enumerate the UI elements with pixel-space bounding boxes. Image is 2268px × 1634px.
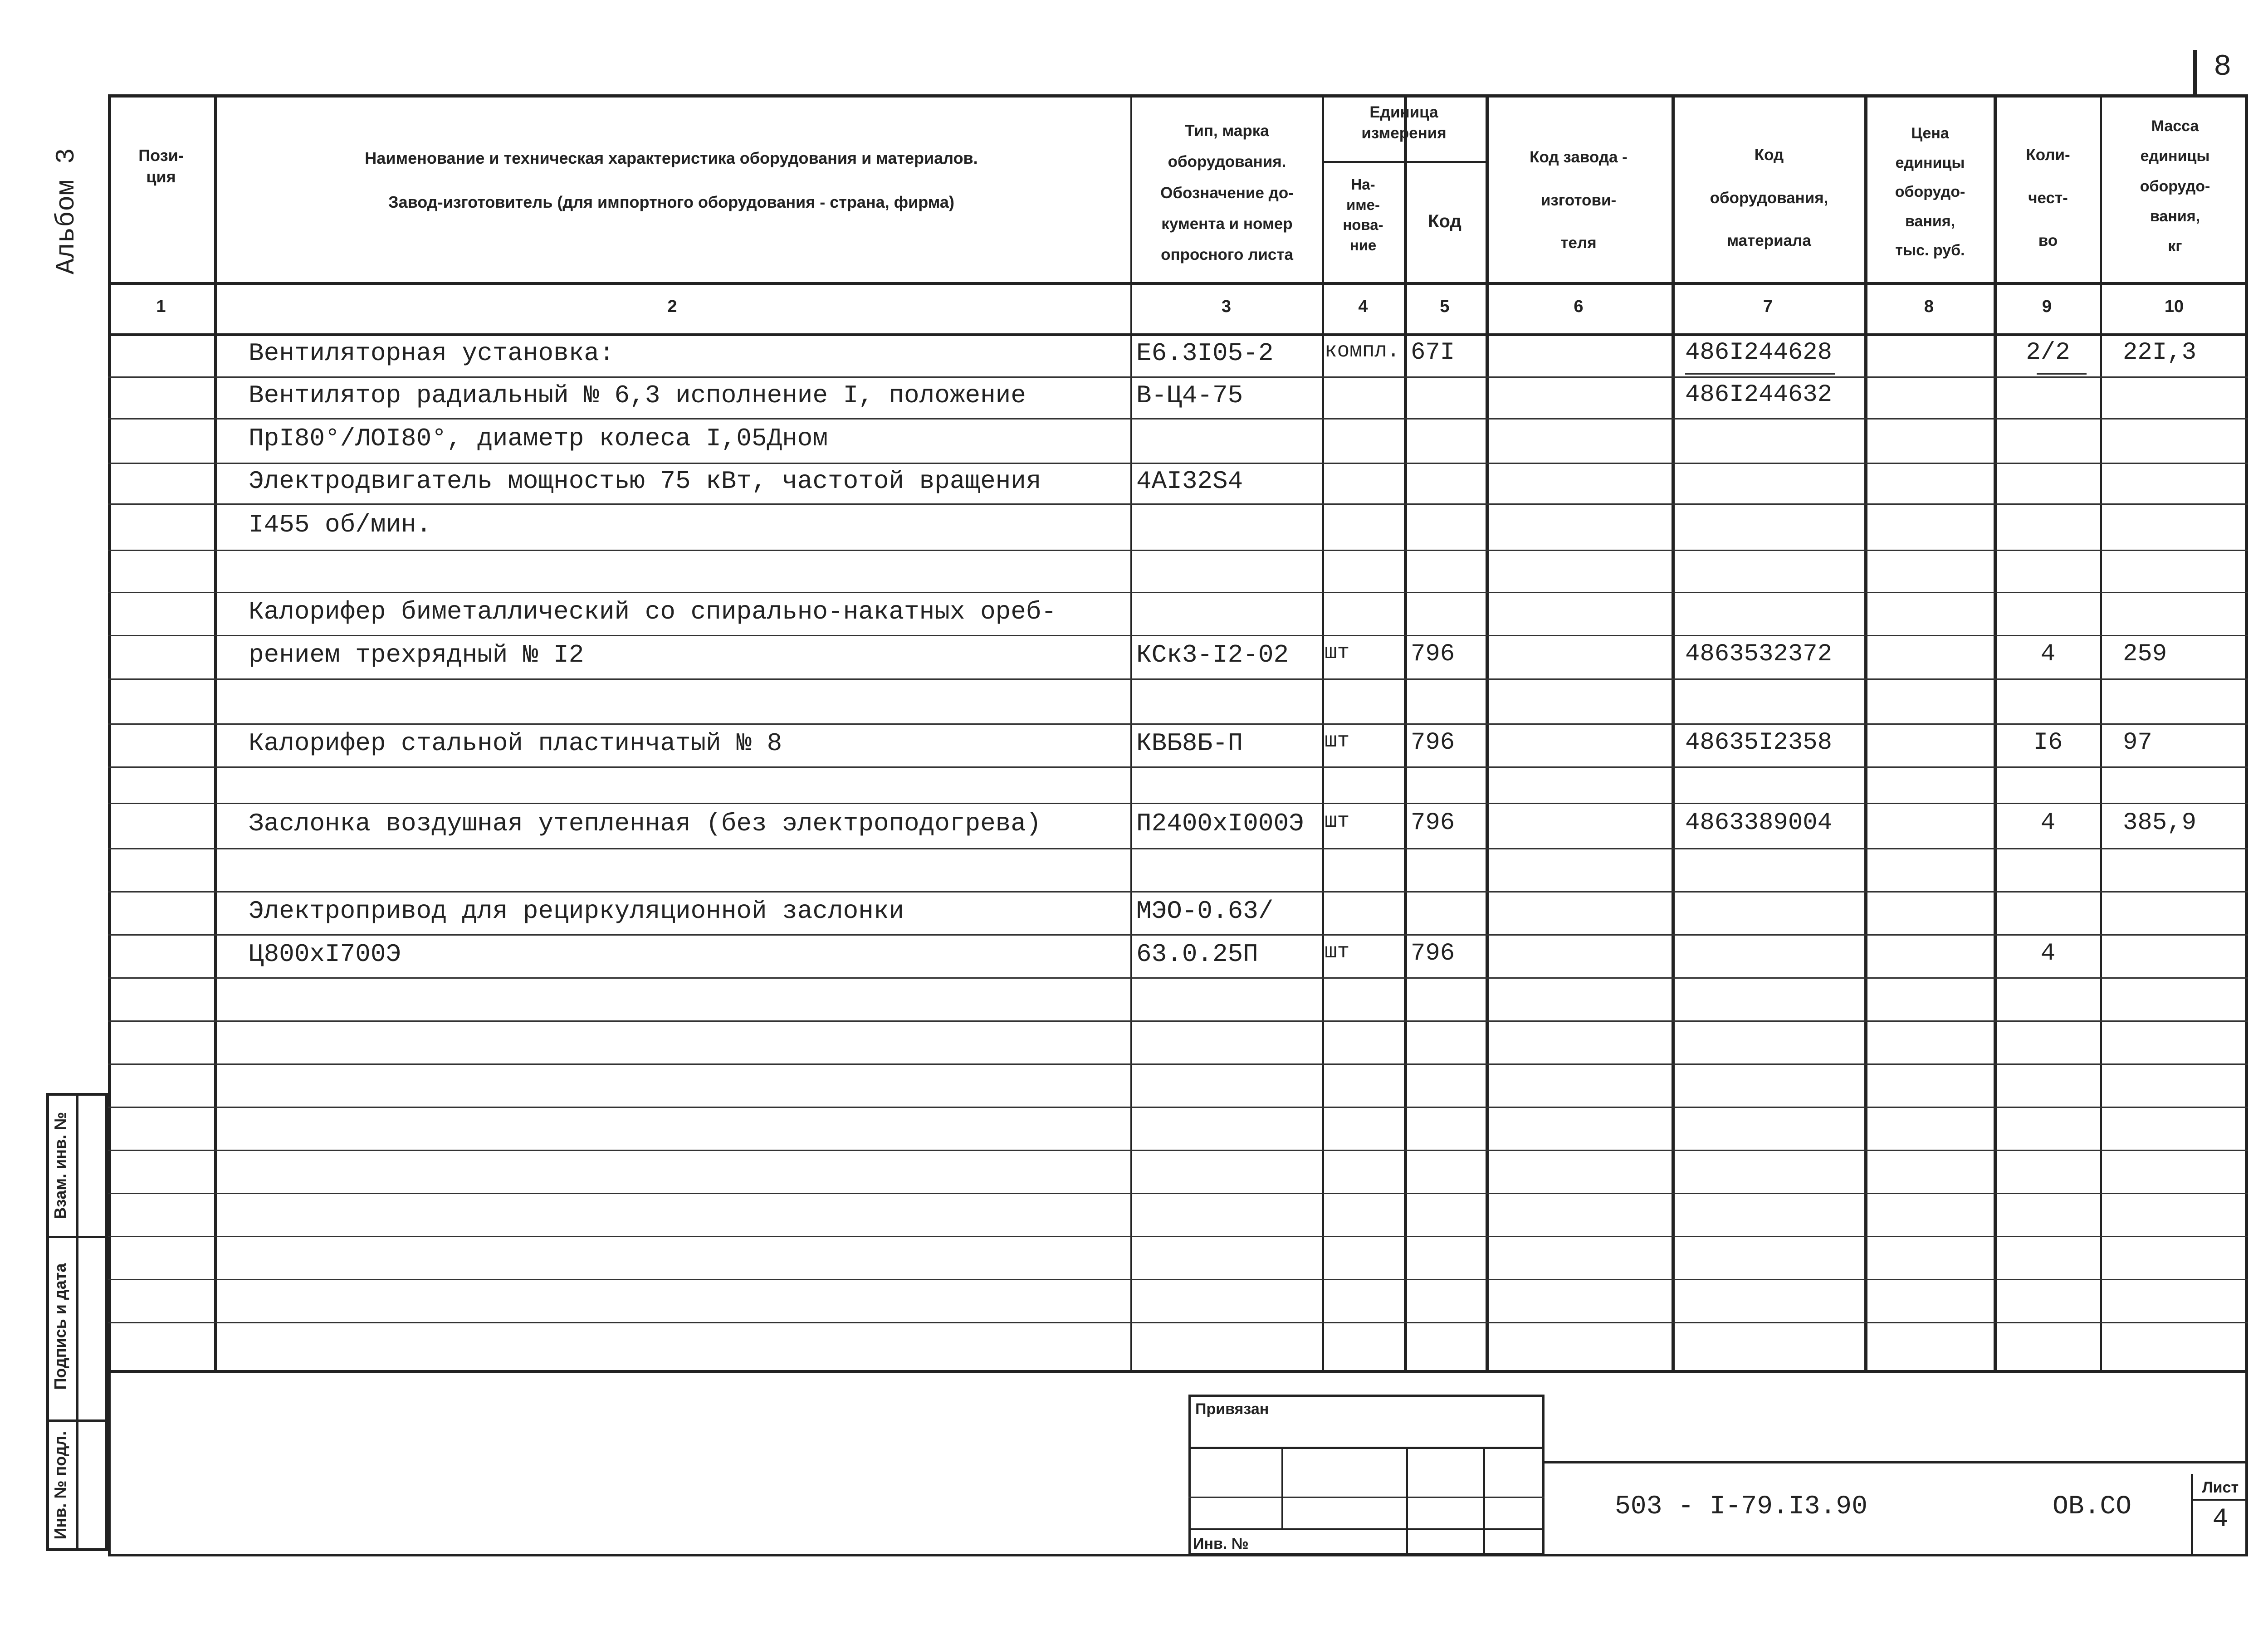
cell-unit: шт (1325, 729, 1350, 753)
column-divider (1864, 94, 1867, 1371)
cell-type: КСк3-I2-02 (1136, 640, 1289, 669)
row-divider (108, 376, 2248, 378)
cell-type: Е6.3I05-2 (1136, 338, 1274, 368)
row-divider (108, 463, 2248, 464)
column-divider (1672, 94, 1675, 1371)
cell-name: Калорифер стальной пластинчатый № 8 (249, 728, 782, 758)
cell-name: Ц800хI700Э (249, 939, 401, 969)
cell-type: МЭО-0.63/ (1136, 896, 1274, 926)
row-divider (108, 1150, 2248, 1151)
title-block-line (1545, 1461, 2248, 1463)
row-divider (108, 803, 2248, 804)
column-number: 8 (1924, 297, 1934, 316)
row-divider (108, 635, 2248, 636)
cell-name: Калорифер биметаллический со спирально-накатных ореб- (249, 597, 1057, 626)
cell-code: 67I (1411, 338, 1455, 366)
cell-equip-code: 486I244632 (1685, 381, 1833, 409)
row-divider (108, 1322, 2248, 1323)
album-label: Альбом 3 (52, 148, 82, 274)
row-divider (108, 678, 2248, 680)
privyazan-label: Привязан (1195, 1400, 1269, 1418)
row-divider (108, 418, 2248, 419)
cell-unit: шт (1325, 641, 1350, 664)
document-mark: ОВ.СО (2053, 1492, 2132, 1522)
cell-qty: I6 (2033, 728, 2063, 756)
row-divider (108, 934, 2248, 936)
cell-name: Электродвигатель мощностью 75 кВт, частотой вращения (249, 467, 1041, 496)
cell-mass: 22I,3 (2123, 338, 2197, 366)
column-divider (1486, 94, 1489, 1371)
unit-subheader-line (1322, 161, 1486, 163)
header-unit-group: Единица измерения (1361, 103, 1447, 142)
column-number: 5 (1440, 297, 1450, 316)
header-quantity: Коли- чест- во (2026, 146, 2070, 249)
code-underline-1 (1685, 373, 1835, 375)
column-number: 4 (1358, 297, 1368, 316)
cell-qty: 4 (2040, 939, 2056, 967)
list-label: Лист (2202, 1479, 2239, 1496)
header-equip-code: Код оборудования, материала (1710, 146, 1828, 249)
row-divider (108, 723, 2248, 725)
column-divider (1404, 94, 1407, 1371)
cell-mass: 259 (2123, 640, 2167, 668)
cell-unit: шт (1325, 940, 1350, 964)
cell-name: рением трехрядный № I2 (249, 640, 584, 669)
cell-name: Электропривод для рециркуляционной заслонки (249, 896, 904, 926)
cell-type: 63.0.25П (1136, 939, 1258, 969)
cell-type: КВБ8Б-П (1136, 728, 1243, 758)
cell-code: 796 (1411, 640, 1455, 668)
column-number: 6 (1574, 297, 1584, 316)
row-divider (108, 766, 2248, 768)
cell-unit: компл. (1325, 339, 1400, 363)
cell-qty: 2/2 (2026, 338, 2070, 366)
header-name: Наименование и техническая характеристика оборудования и материалов. Завод-изготовитель (для импортного оборудования - страна, фирма) (365, 149, 978, 212)
row-divider (108, 550, 2248, 551)
cell-mass: 385,9 (2123, 809, 2197, 837)
row-divider (108, 503, 2248, 505)
row-divider (108, 1020, 2248, 1022)
top-sheet-marker (2193, 50, 2197, 98)
header-position: Пози- ция (138, 146, 184, 186)
cell-name: Заслонка воздушная утепленная (без электроподогрева) (249, 809, 1041, 838)
header-plant-code: Код завода - изготови- теля (1530, 148, 1628, 252)
row-divider (108, 1193, 2248, 1194)
cell-type: 4АI32S4 (1136, 467, 1243, 496)
column-number: 2 (667, 297, 677, 316)
inv-no-label: Инв. № (1193, 1535, 1249, 1552)
column-number: 1 (156, 297, 166, 316)
podpis-label: Подпись и дата (51, 1263, 69, 1390)
cell-equip-code: 4863389004 (1685, 809, 1833, 837)
cell-qty: 4 (2040, 809, 2056, 837)
cell-type: В-Ц4-75 (1136, 381, 1243, 410)
header-unit-name: На- име- нова- ние (1343, 176, 1383, 254)
column-number: 3 (1221, 297, 1232, 316)
row-divider (108, 282, 2248, 285)
column-number: 10 (2164, 297, 2184, 316)
row-divider (108, 848, 2248, 849)
header-price: Цена единицы оборудо- вания, тыс. руб. (1895, 125, 1965, 259)
document-code: 503 - I-79.I3.90 (1615, 1492, 1867, 1522)
cell-mass: 97 (2123, 728, 2152, 756)
cell-unit: шт (1325, 810, 1350, 833)
top-sheet-number: 8 (2214, 50, 2232, 84)
row-divider (108, 1236, 2248, 1237)
row-divider (108, 977, 2248, 979)
cell-code: 796 (1411, 728, 1455, 756)
cell-qty: 4 (2040, 640, 2056, 668)
header-mass: Масса единицы оборудо- вания, кг (2140, 117, 2210, 255)
column-number: 7 (1763, 297, 1773, 316)
column-divider (214, 94, 217, 1371)
cell-equip-code: 486I244628 (1685, 338, 1833, 366)
cell-name: Вентиляторная установка: (249, 338, 615, 368)
list-number: 4 (2212, 1505, 2229, 1534)
cell-type: П2400хI000Э (1136, 809, 1304, 838)
column-number: 9 (2042, 297, 2052, 316)
row-divider (108, 1107, 2248, 1108)
cell-name: Вентилятор радиальный № 6,3 исполнение I, положение (249, 381, 1026, 410)
stamp-area (108, 1371, 2248, 1556)
cell-code: 796 (1411, 939, 1455, 967)
header-unit-code: Код (1428, 211, 1461, 231)
cell-equip-code: 48635I2358 (1685, 728, 1833, 756)
row-divider (108, 891, 2248, 893)
row-divider (108, 333, 2248, 336)
cell-equip-code: 4863532372 (1685, 640, 1833, 668)
cell-code: 796 (1411, 809, 1455, 837)
vzam-label: Взам. инв. № (51, 1112, 69, 1219)
cell-name: I455 об/мин. (249, 510, 432, 539)
header-type: Тип, марка оборудования. Обозначение до- кумента и номер опросного листа (1160, 122, 1294, 263)
row-divider (108, 592, 2248, 593)
code-underline-2 (2037, 373, 2087, 375)
column-divider (2100, 94, 2102, 1371)
row-divider (108, 1063, 2248, 1065)
row-divider (108, 1279, 2248, 1280)
cell-name: ПрI80°/ЛОI80°, диаметр колеса I,05Дном (249, 424, 828, 453)
inv-podl-label: Инв. № подл. (51, 1431, 69, 1540)
